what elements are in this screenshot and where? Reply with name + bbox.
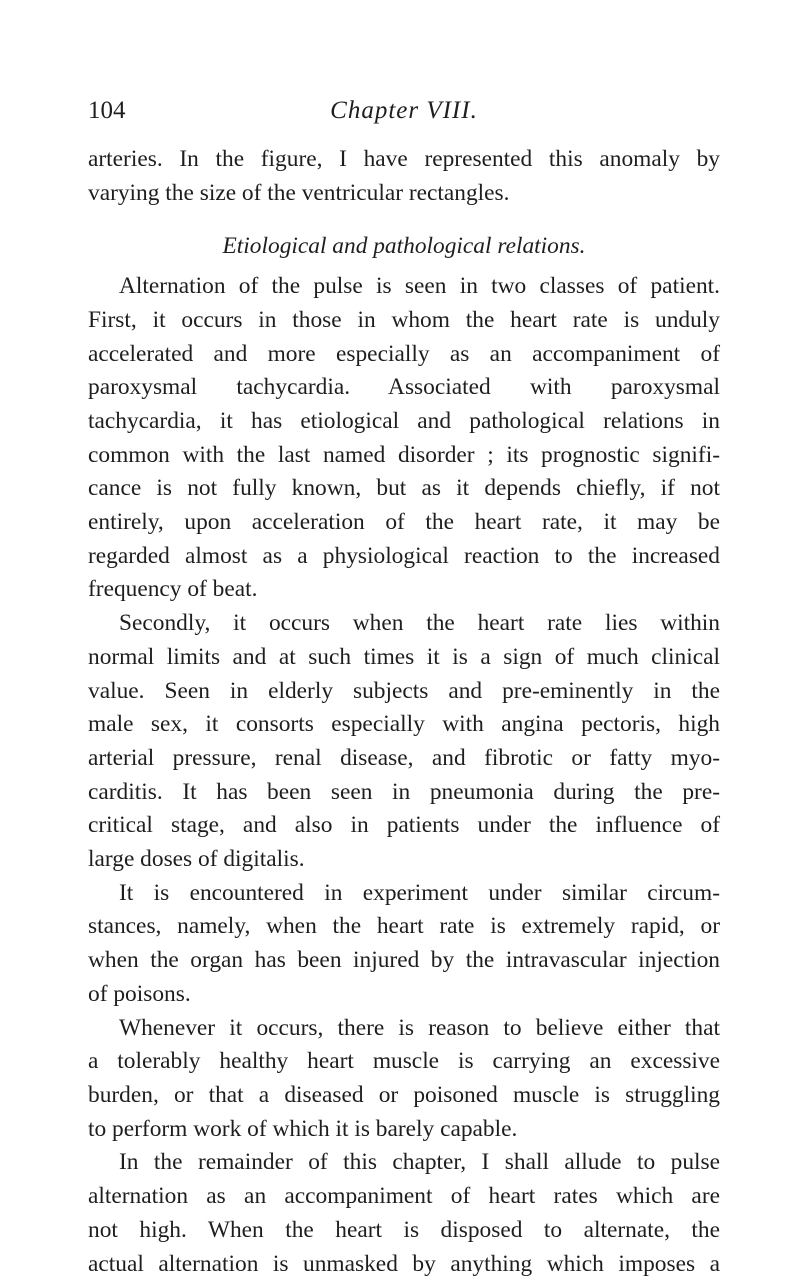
section-heading: Etiological and pathological relations. bbox=[88, 230, 720, 264]
text-line: regarded almost as a physiological reaction to the increased bbox=[88, 540, 720, 574]
page-header bbox=[88, 97, 720, 133]
text-line: a tolerably healthy heart muscle is carrying an excessive bbox=[88, 1045, 720, 1079]
paragraph bbox=[88, 1012, 720, 1147]
paragraph bbox=[88, 877, 720, 1012]
text-line: paroxysmal tachycardia. Associated with paroxysmal bbox=[88, 371, 720, 405]
text-line: Secondly, it occurs when the heart rate lies within bbox=[88, 607, 720, 641]
text-line: frequency of beat. bbox=[88, 573, 720, 607]
text-line: arteries. In the figure, I have represented this anomaly by bbox=[88, 143, 720, 177]
text-line: burden, or that a diseased or poisoned muscle is struggling bbox=[88, 1079, 720, 1113]
body-text bbox=[88, 143, 720, 1281]
text-line: normal limits and at such times it is a sign of much clinical bbox=[88, 641, 720, 675]
text-line: Alternation of the pulse is seen in two classes of patient. bbox=[88, 270, 720, 304]
text-line: Whenever it occurs, there is reason to believe either that bbox=[88, 1012, 720, 1046]
text-line: First, it occurs in those in whom the heart rate is unduly bbox=[88, 304, 720, 338]
text-line: tachycardia, it has etiological and pathological relations in bbox=[88, 405, 720, 439]
text-line: arterial pressure, renal disease, and fibrotic or fatty myo- bbox=[88, 742, 720, 776]
text-line: value. Seen in elderly subjects and pre-eminently in the bbox=[88, 675, 720, 709]
text-line: large doses of digitalis. bbox=[88, 843, 720, 877]
page-number: 104 bbox=[88, 97, 126, 125]
paragraph bbox=[88, 270, 720, 607]
text-line: carditis. It has been seen in pneumonia during the pre- bbox=[88, 776, 720, 810]
text-line: accelerated and more especially as an accompaniment of bbox=[88, 338, 720, 372]
text-line: to perform work of which it is barely capable. bbox=[88, 1113, 720, 1147]
text-line: stances, namely, when the heart rate is extremely rapid, or bbox=[88, 910, 720, 944]
text-line: cance is not fully known, but as it depends chiefly, if not bbox=[88, 472, 720, 506]
text-line: not high. When the heart is disposed to alternate, the bbox=[88, 1214, 720, 1248]
text-line: of poisons. bbox=[88, 978, 720, 1012]
text-line: alternation as an accompaniment of heart rates which are bbox=[88, 1180, 720, 1214]
text-line: when the organ has been injured by the intravascular injection bbox=[88, 944, 720, 978]
text-line: actual alternation is unmasked by anything which imposes a bbox=[88, 1248, 720, 1281]
text-line: entirely, upon acceleration of the heart rate, it may be bbox=[88, 506, 720, 540]
text-line: It is encountered in experiment under similar circum- bbox=[88, 877, 720, 911]
text-line: common with the last named disorder ; its prognostic signifi- bbox=[88, 439, 720, 473]
text-line: critical stage, and also in patients under the influence of bbox=[88, 809, 720, 843]
paragraph bbox=[88, 607, 720, 877]
text-line: varying the size of the ventricular rectangles. bbox=[88, 177, 720, 211]
chapter-title: Chapter VIII. bbox=[88, 97, 720, 125]
paragraph-continuation bbox=[88, 143, 720, 210]
text-line: male sex, it consorts especially with angina pectoris, high bbox=[88, 708, 720, 742]
text-line: In the remainder of this chapter, I shall allude to pulse bbox=[88, 1146, 720, 1180]
paragraph bbox=[88, 1146, 720, 1281]
